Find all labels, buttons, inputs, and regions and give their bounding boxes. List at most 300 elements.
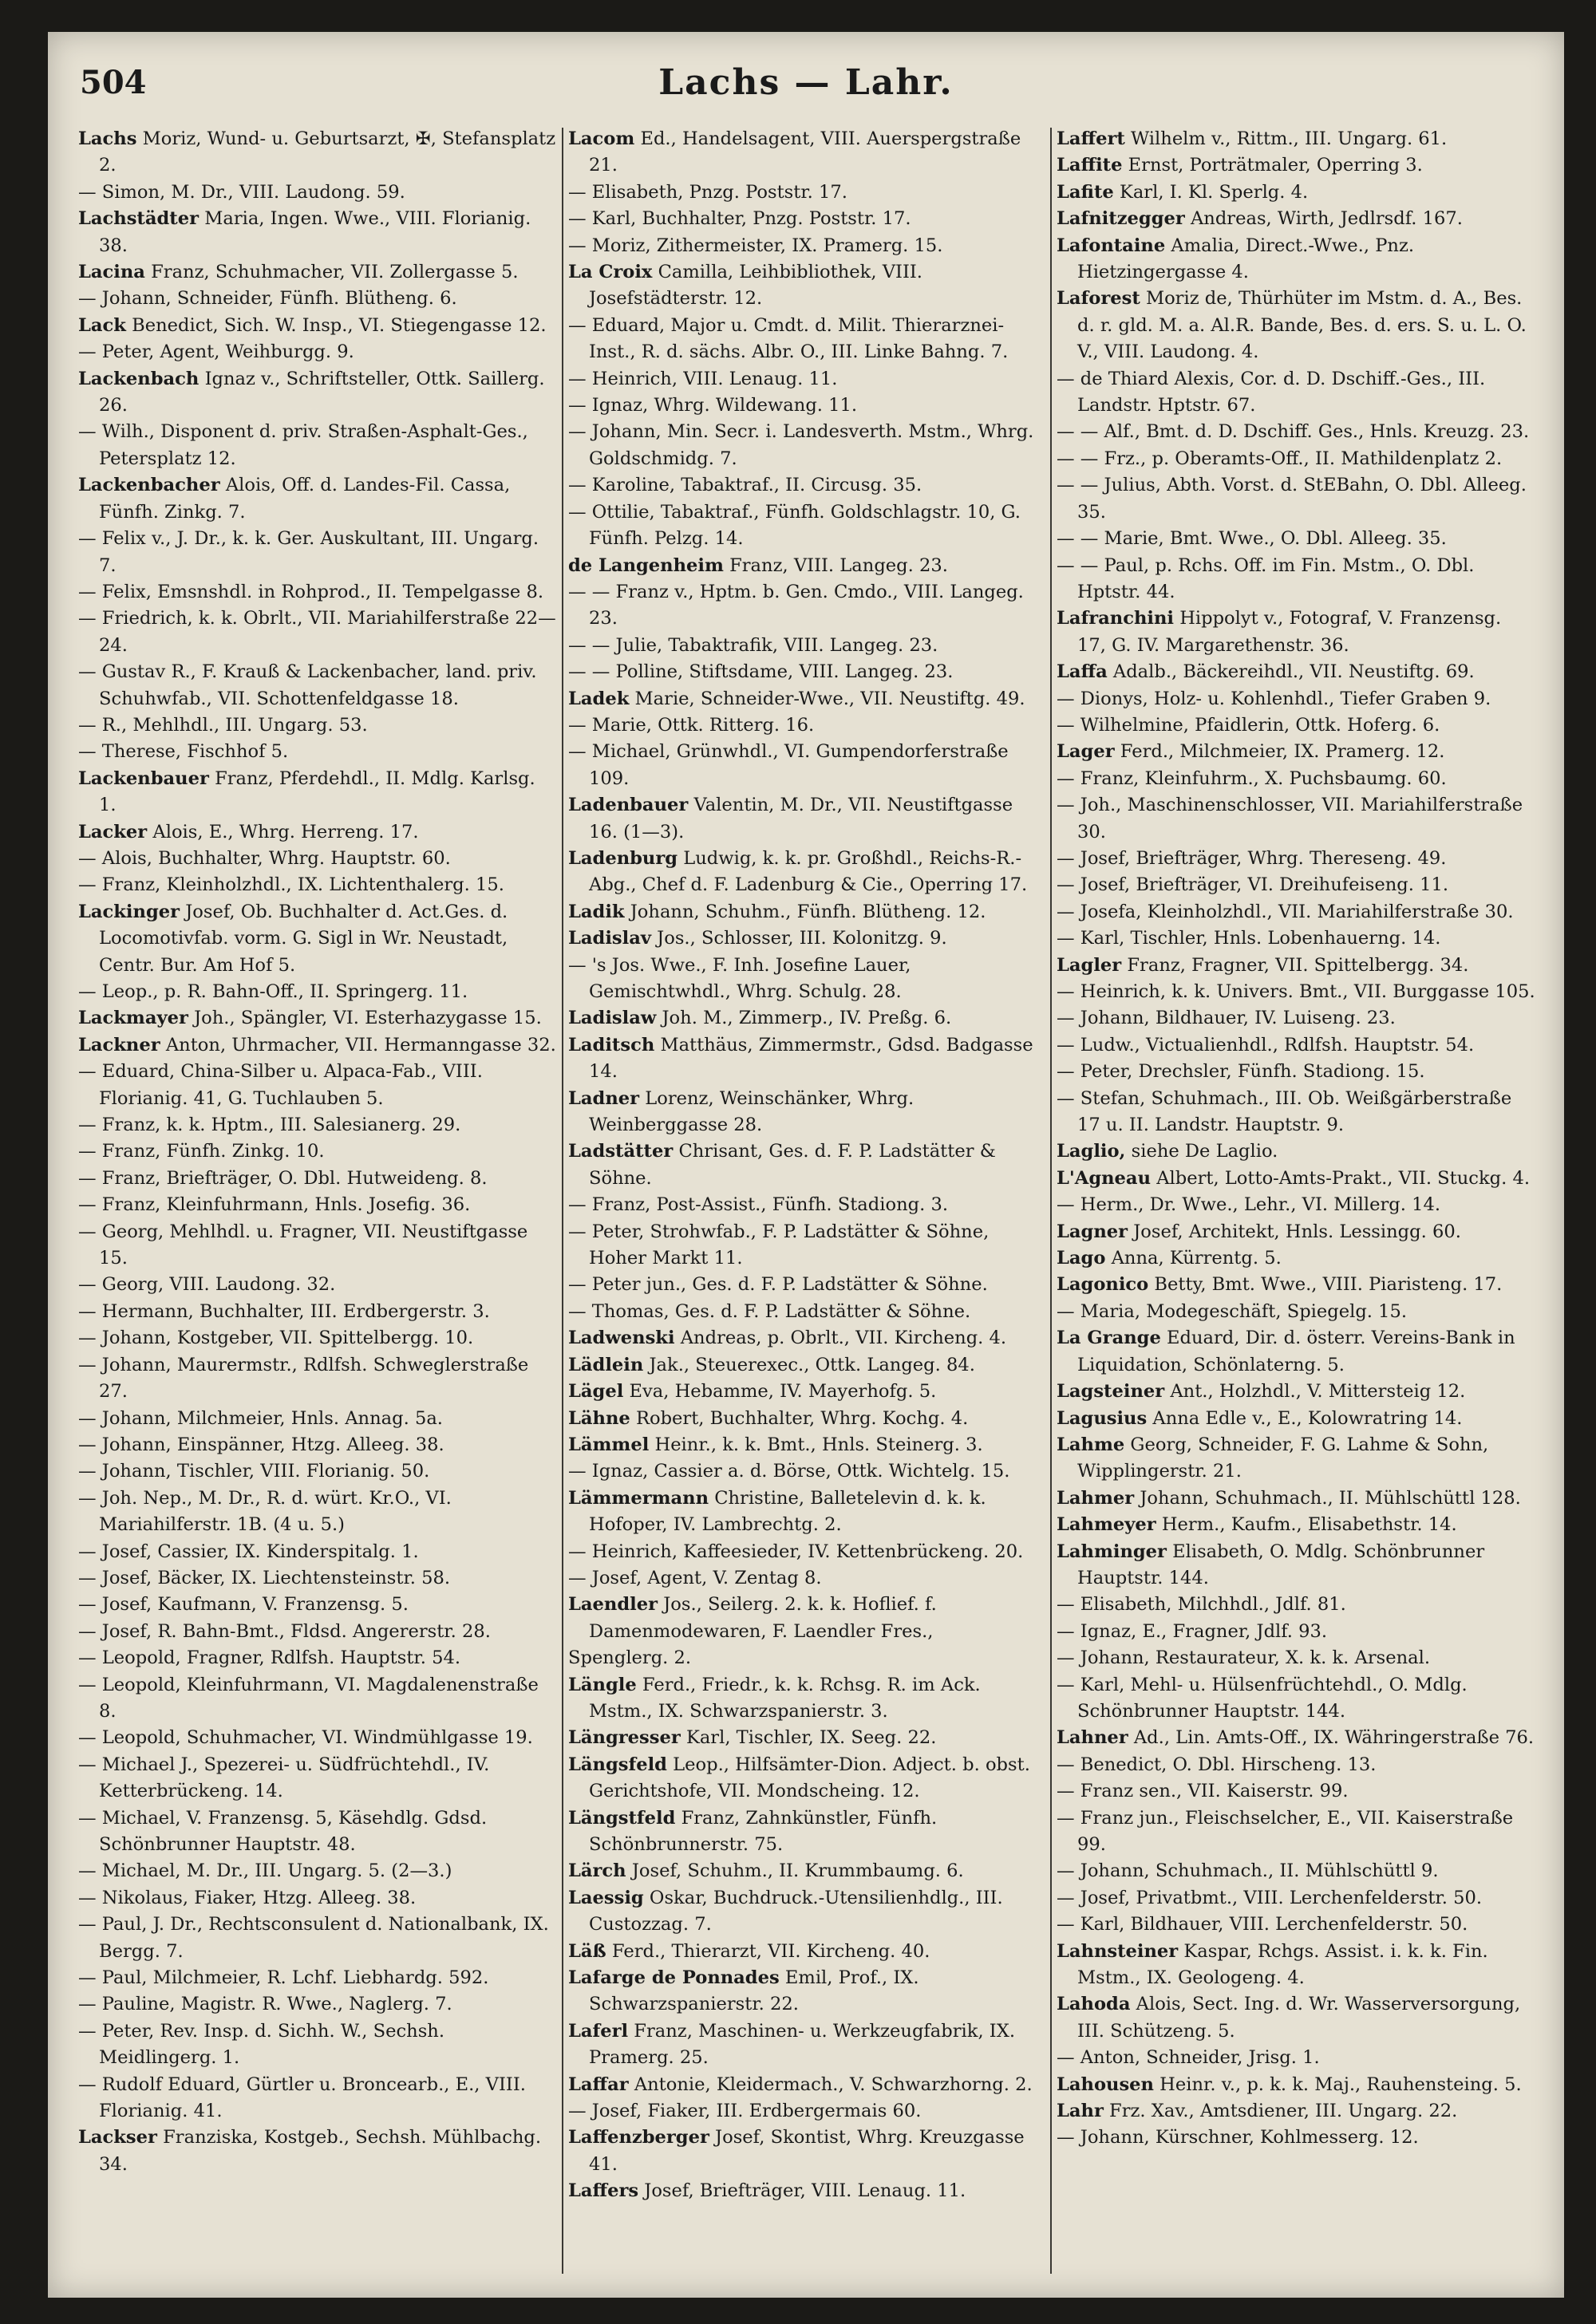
entry-details: — Joh., Maschinenschlosser, VII. Mariahilferstraße 30. xyxy=(1057,795,1523,842)
entry-details: — Georg, VIII. Laudong. 32. xyxy=(78,1274,336,1296)
entry-details: — Johann, Kostgeber, VII. Spittelbergg. 10. xyxy=(78,1328,474,1349)
directory-entry xyxy=(78,339,557,365)
directory-entry xyxy=(1057,446,1535,472)
entry-details: Frz. Xav., Amtsdiener, III. Ungarg. 22. xyxy=(1109,2101,1458,2122)
entry-details: — Eduard, China-Silber u. Alpaca-Fab., VIII. Florianig. 41, G. Tuchlauben 5. xyxy=(78,1061,483,1109)
directory-entry xyxy=(568,259,1047,313)
directory-entry xyxy=(1057,1245,1535,1272)
directory-entry xyxy=(1057,152,1535,179)
directory-entry xyxy=(78,1112,557,1138)
entry-details: — Karl, Bildhauer, VIII. Lerchenfelderstr. 50. xyxy=(1057,1914,1468,1935)
directory-entry xyxy=(568,206,1047,232)
entry-details: — Franz, Fünfh. Zinkg. 10. xyxy=(78,1141,325,1162)
entry-details: Robert, Buchhalter, Whrg. Kochg. 4. xyxy=(635,1407,969,1429)
entry-details: — Michael J., Spezerei- u. Südfrüchtehdl., IV. Ketterbrückeng. 14. xyxy=(78,1754,490,1802)
directory-entry xyxy=(1057,366,1535,420)
entry-details: — Eduard, Major u. Cmdt. d. Milit. Thierarznei-Inst., R. d. sächs. Albr. O., III. Linke Bahng. 7. xyxy=(568,314,1009,363)
entry-details: — Johann, Schneider, Fünfh. Blütheng. 6. xyxy=(78,288,457,310)
entry-details: — Dionys, Holz- u. Kohlenhdl., Tiefer Graben 9. xyxy=(1057,688,1491,709)
entry-details: Andreas, p. Obrlt., VII. Kircheng. 4. xyxy=(680,1328,1007,1349)
entry-surname: Lackenbach xyxy=(78,368,200,389)
entry-details: — Ludw., Victualienhdl., Rdlfsh. Hauptstr. 54. xyxy=(1057,1034,1475,1055)
directory-entry xyxy=(568,1272,1047,1298)
directory-entry xyxy=(78,366,557,420)
entry-details: — Elisabeth, Pnzg. Poststr. 17. xyxy=(568,181,847,203)
directory-entry xyxy=(1057,1912,1535,1938)
entry-details: — Josef, R. Bahn-Bmt., Fldsd. Angererstr. 28. xyxy=(78,1620,491,1642)
directory-entry xyxy=(78,1991,557,2018)
entry-details: — R., Mehlhdl., III. Ungarg. 53. xyxy=(78,714,368,736)
directory-entry xyxy=(568,499,1047,553)
entry-details: — Wilhelmine, Pfaidlerin, Ottk. Hoferg. 6. xyxy=(1057,714,1440,736)
directory-entry xyxy=(568,1299,1047,1325)
directory-entry xyxy=(568,2098,1047,2125)
entry-details: Herm., Kaufm., Elisabethstr. 14. xyxy=(1161,1514,1457,1536)
entry-surname: Lahoda xyxy=(1057,1994,1131,2015)
entry-details: — Herm., Dr. Wwe., Lehr., VI. Millerg. 14. xyxy=(1057,1194,1441,1216)
entry-details: Josef, Ob. Buchhalter d. Act.Ges. d. Locomotivfab. vorm. G. Sigl in Wr. Neustadt, Centr. Bur. Am Hof 5. xyxy=(99,901,508,976)
entry-details: Marie, Schneider-Wwe., VII. Neustiftg. 49. xyxy=(634,688,1025,709)
directory-entry xyxy=(1057,1325,1535,1379)
entry-details: Ludwig, k. k. pr. Großhdl., Reichs-R.-Abg., Chef d. F. Ladenburg & Cie., Operring 17. xyxy=(589,847,1028,896)
entry-details: Franz, Schuhmacher, VII. Zollergasse 5. xyxy=(151,262,519,283)
directory-entry xyxy=(568,1805,1047,1859)
directory-entry xyxy=(568,1086,1047,1139)
entry-details: Josef, Briefträger, VIII. Lenaug. 11. xyxy=(644,2180,966,2202)
directory-entry xyxy=(78,1325,557,1351)
directory-entry xyxy=(1057,1219,1535,1245)
directory-entry xyxy=(1057,686,1535,712)
entry-details: — Rudolf Eduard, Gürtler u. Broncearb., E., VIII. Florianig. 41. xyxy=(78,2073,526,2122)
entry-details: — Simon, M. Dr., VIII. Laudong. 59. xyxy=(78,181,405,203)
entry-details: Betty, Bmt. Wwe., VIII. Piaristeng. 17. xyxy=(1154,1274,1503,1296)
entry-details: — Franz, k. k. Hptm., III. Salesianerg. 29. xyxy=(78,1115,461,1136)
entry-surname: Lager xyxy=(1057,741,1115,763)
entry-details: — Felix, Emsnshdl. in Rohprod., II. Tempelgasse 8. xyxy=(78,581,544,602)
directory-entry xyxy=(568,1885,1047,1939)
directory-entry xyxy=(568,1325,1047,1351)
directory-entry xyxy=(568,1539,1047,1565)
entry-surname: Lahousen xyxy=(1057,2073,1154,2095)
directory-entry xyxy=(568,1379,1047,1405)
entry-details: — Michael, M. Dr., III. Ungarg. 5. (2—3.) xyxy=(78,1860,452,1882)
entry-surname: Lago xyxy=(1057,1248,1106,1269)
entry-surname: Lahmeyer xyxy=(1057,1514,1156,1536)
entry-surname: Lärch xyxy=(568,1860,626,1882)
entry-details: — Franz jun., Fleischselcher, E., VII. Kaiserstraße 99. xyxy=(1057,1807,1514,1855)
entry-surname: Lagler xyxy=(1057,954,1122,976)
entry-details: — Franz, Post-Assist., Fünfh. Stadiong. 3. xyxy=(568,1194,949,1216)
entry-details: — Johann, Tischler, VIII. Florianig. 50. xyxy=(78,1461,430,1482)
directory-entry xyxy=(78,419,557,472)
entry-surname: Laendler xyxy=(568,1594,658,1616)
entry-surname: Lahmer xyxy=(1057,1487,1135,1509)
entry-details: — Ignaz, Whrg. Wildewang. 11. xyxy=(568,395,858,416)
entry-details: — — Julius, Abth. Vorst. d. StEBahn, O. Dbl. Alleeg. 35. xyxy=(1057,475,1527,523)
directory-entry xyxy=(568,180,1047,206)
entry-surname: Lähne xyxy=(568,1407,630,1429)
directory-entry xyxy=(1057,1166,1535,1192)
directory-entry xyxy=(78,1352,557,1406)
directory-entry xyxy=(78,1458,557,1485)
directory-entry xyxy=(568,633,1047,659)
entry-details: — Anton, Schneider, Jrisg. 1. xyxy=(1057,2047,1320,2069)
entry-surname: Laessig xyxy=(568,1887,644,1908)
directory-entry xyxy=(568,126,1047,180)
entry-details: Heinr., k. k. Bmt., Hnls. Steinerg. 3. xyxy=(654,1434,983,1455)
directory-entry xyxy=(1057,2125,1535,2151)
directory-entry xyxy=(1057,712,1535,739)
column-divider xyxy=(1050,128,1052,2274)
entry-details: — Josef, Briefträger, VI. Dreihufeiseng. 11. xyxy=(1057,874,1449,896)
entry-details: Jos., Seilerg. 2. k. k. Hoflief. f. Damenmodewaren, F. Laendler Fres., xyxy=(589,1594,937,1642)
directory-entry xyxy=(1057,1645,1535,1671)
entry-details: Franziska, Kostgeb., Sechsh. Mühlbachg. 34. xyxy=(99,2127,542,2175)
directory-entry xyxy=(78,606,557,659)
entry-details: Hippolyt v., Fotograf, V. Franzensg. 17, G. IV. Margarethenstr. 36. xyxy=(1077,608,1502,656)
directory-entry xyxy=(568,1939,1047,1965)
directory-entry xyxy=(568,1565,1047,1592)
entry-details: Wilhelm v., Rittm., III. Ungarg. 61. xyxy=(1130,128,1448,149)
entry-details: — Friedrich, k. k. Obrlt., VII. Mariahilferstraße 22—24. xyxy=(78,608,556,656)
entry-details: — Peter, Rev. Insp. d. Sichh. W., Sechsh. Meidlingerg. 1. xyxy=(78,2020,445,2069)
entry-details: Josef, Schuhm., II. Krummbaumg. 6. xyxy=(631,1860,964,1882)
entry-details: Ant., Holzhdl., V. Mittersteig 12. xyxy=(1170,1381,1466,1403)
directory-entry xyxy=(78,472,557,526)
directory-entry xyxy=(78,1406,557,1432)
entry-details: — Michael, V. Franzensg. 5, Käsehdlg. Gdsd. Schönbrunner Hauptstr. 48. xyxy=(78,1807,488,1855)
entry-details: — — Franz v., Hptm. b. Gen. Cmdo., VIII. Langeg. 23. xyxy=(568,581,1024,629)
entry-details: Franz, Pferdehdl., II. Mdlg. Karlsg. 1. xyxy=(99,767,535,816)
entry-surname: Lackmayer xyxy=(78,1008,188,1029)
entry-surname: Ladner xyxy=(568,1087,640,1109)
directory-entry xyxy=(78,526,557,579)
directory-entry xyxy=(78,846,557,872)
directory-entry xyxy=(568,659,1047,685)
entry-details: — Nikolaus, Fiaker, Htzg. Alleeg. 38. xyxy=(78,1887,417,1908)
entry-details: — Franz, Kleinfuhrm., X. Puchsbaumg. 60. xyxy=(1057,767,1447,789)
directory-entry xyxy=(1057,1138,1535,1165)
entry-details: Lorenz, Weinschänker, Whrg. Weinberggasse 28. xyxy=(589,1087,915,1136)
entry-details: — Benedict, O. Dbl. Hirscheng. 13. xyxy=(1057,1754,1377,1775)
entry-details: — Johann, Min. Secr. i. Landesverth. Mstm., Whrg. Goldschmidg. 7. xyxy=(568,421,1034,469)
entry-details: — Heinrich, k. k. Univers. Bmt., VII. Burggasse 105. xyxy=(1057,981,1535,1002)
directory-entry xyxy=(78,766,557,819)
directory-entry xyxy=(568,1032,1047,1086)
entry-details: Ferd., Thierarzt, VII. Kircheng. 40. xyxy=(611,1940,930,1962)
entry-surname: Laditsch xyxy=(568,1034,655,1055)
directory-entry xyxy=(1057,1991,1535,2045)
directory-entry xyxy=(1057,1885,1535,1912)
entry-details: — Franz, Kleinholzhdl., IX. Lichtenthalerg. 15. xyxy=(78,874,504,896)
directory-entry xyxy=(568,1965,1047,2018)
entry-details: — — Julie, Tabaktrafik, VIII. Langeg. 23. xyxy=(568,634,938,656)
directory-entry xyxy=(1057,126,1535,152)
entry-details: — Johann, Bildhauer, IV. Luiseng. 23. xyxy=(1057,1008,1396,1029)
directory-entry xyxy=(78,872,557,898)
entry-details: — Wilh., Disponent d. priv. Straßen-Asphalt-Ges., Petersplatz 12. xyxy=(78,421,528,469)
entry-details: Alois, Sect. Ing. d. Wr. Wasserversorgung, III. Schützeng. 5. xyxy=(1077,1994,1521,2042)
directory-entry xyxy=(1057,606,1535,659)
directory-entry xyxy=(568,1192,1047,1218)
directory-entry xyxy=(568,2178,1047,2204)
entry-details: — Georg, Mehlhdl. u. Fragner, VII. Neustiftgasse 15. xyxy=(78,1221,528,1269)
entry-surname: Lagusius xyxy=(1057,1407,1148,1429)
directory-entry xyxy=(78,1858,557,1884)
directory-entry xyxy=(568,1406,1047,1432)
directory-entry xyxy=(568,579,1047,633)
entry-surname: Lachs xyxy=(78,128,137,149)
directory-entry xyxy=(1057,472,1535,526)
entry-surname: Lämmermann xyxy=(568,1487,709,1509)
entry-details: — Ottilie, Tabaktraf., Fünfh. Goldschlagstr. 10, G. Fünfh. Pelzg. 14. xyxy=(568,501,1021,550)
directory-entry xyxy=(1057,1725,1535,1751)
entry-details: — Johann, Maurermstr., Rdlfsh. Schweglerstraße 27. xyxy=(78,1354,529,1403)
directory-entry xyxy=(568,1672,1047,1726)
entry-surname: Längresser xyxy=(568,1727,681,1749)
entry-details: — Johann, Einspänner, Htzg. Alleeg. 38. xyxy=(78,1434,444,1455)
entry-details: Josef, Skontist, Whrg. Kreuzgasse 41. xyxy=(589,2127,1025,2175)
directory-entry xyxy=(568,1219,1047,1272)
entry-surname: Lachstädter xyxy=(78,208,200,230)
entry-details: — Franz, Briefträger, O. Dbl. Hutweideng. 8. xyxy=(78,1167,488,1189)
directory-entry xyxy=(78,286,557,312)
entry-details: siehe De Laglio. xyxy=(1131,1141,1278,1162)
entry-surname: Ladek xyxy=(568,688,630,709)
entry-details: — Josef, Kaufmann, V. Franzensg. 5. xyxy=(78,1594,409,1616)
entry-surname: Lämmel xyxy=(568,1434,650,1455)
directory-entry xyxy=(568,1592,1047,1645)
entry-surname: Lahner xyxy=(1057,1727,1128,1749)
directory-entry xyxy=(1057,526,1535,552)
directory-entry xyxy=(1057,979,1535,1005)
entry-details: Franz, Zahnkünstler, Fünfh. Schönbrunnerstr. 75. xyxy=(589,1807,938,1855)
directory-entry xyxy=(78,1672,557,1726)
directory-entry xyxy=(78,1619,557,1645)
directory-entry xyxy=(568,1486,1047,1539)
directory-entry xyxy=(1057,1086,1535,1139)
directory-entry xyxy=(78,712,557,739)
entry-surname: Laffert xyxy=(1057,128,1125,149)
entry-surname: Lahr xyxy=(1057,2101,1104,2122)
directory-entry xyxy=(78,1592,557,1618)
entry-details: Franz, VIII. Langeg. 23. xyxy=(729,554,948,576)
entry-details: Camilla, Leihbibliothek, VIII. Josefstädterstr. 12. xyxy=(589,262,922,310)
entry-details: — — Polline, Stiftsdame, VIII. Langeg. 23. xyxy=(568,661,954,683)
entry-details: — — Marie, Bmt. Wwe., O. Dbl. Alleeg. 35. xyxy=(1057,528,1447,550)
directory-entry xyxy=(568,712,1047,739)
directory-entry xyxy=(1057,2045,1535,2071)
entry-details: Elisabeth, O. Mdlg. Schönbrunner Hauptstr. 144. xyxy=(1077,1541,1485,1588)
column-divider xyxy=(562,128,563,2274)
directory-entry xyxy=(568,313,1047,366)
entry-details: Eduard, Dir. d. österr. Vereins-Bank in Liquidation, Schönlaterng. 5. xyxy=(1077,1328,1515,1375)
entry-details: — Karl, Tischler, Hnls. Lobenhauerng. 14. xyxy=(1057,928,1441,949)
directory-entry xyxy=(78,1752,557,1805)
entry-surname: Lafontaine xyxy=(1057,235,1166,256)
entry-surname: Lack xyxy=(78,314,126,336)
entry-details: — Karl, Buchhalter, Pnzg. Poststr. 17. xyxy=(568,208,911,230)
directory-entry xyxy=(568,553,1047,579)
entry-details: Joh. M., Zimmerp., IV. Preßg. 6. xyxy=(662,1008,952,1029)
directory-entry xyxy=(568,366,1047,393)
entry-details: Ignaz v., Schriftsteller, Ottk. Saillerg. 26. xyxy=(99,368,545,416)
entry-details: — — Alf., Bmt. d. D. Dschiff. Ges., Hnls. Kreuzg. 23. xyxy=(1057,421,1530,443)
entry-details: — Ignaz, E., Fragner, Jdlf. 93. xyxy=(1057,1620,1328,1642)
directory-entry xyxy=(1057,1032,1535,1059)
directory-entry xyxy=(1057,1672,1535,1726)
directory-entry xyxy=(78,1565,557,1592)
entry-details: — Paul, J. Dr., Rechtsconsulent d. Nationalbank, IX. Bergg. 7. xyxy=(78,1914,549,1962)
entry-details: Moriz de, Thürhüter im Mstm. d. A., Bes. d. r. gld. M. a. Al.R. Bande, Bes. d. ers. S. u. L. O. V., VIII. Laudong. 4. xyxy=(1077,288,1527,363)
directory-entry xyxy=(1057,1192,1535,1218)
entry-details: — Ignaz, Cassier a. d. Börse, Ottk. Wichtelg. 15. xyxy=(568,1461,1010,1482)
directory-entry xyxy=(78,259,557,286)
directory-entry xyxy=(568,1858,1047,1884)
directory-entry xyxy=(1057,2098,1535,2125)
directory-entry xyxy=(568,472,1047,499)
entry-details: Jos., Schlosser, III. Kolonitzg. 9. xyxy=(657,928,947,949)
entry-surname: Lafnitzegger xyxy=(1057,208,1185,230)
directory-entry xyxy=(1057,953,1535,979)
page-header xyxy=(80,56,1532,120)
directory-entry xyxy=(1057,1432,1535,1486)
entry-details: — Josef, Agent, V. Zentag 8. xyxy=(568,1567,822,1588)
directory-entry xyxy=(78,2072,557,2125)
entry-surname: Lacina xyxy=(78,262,145,283)
entry-surname: Laffers xyxy=(568,2180,639,2202)
page-title: Lachs — Lahr. xyxy=(658,62,954,103)
entry-surname: Lagsteiner xyxy=(1057,1381,1165,1403)
entry-details: — Heinrich, Kaffeesieder, IV. Kettenbrückeng. 20. xyxy=(568,1541,1024,1562)
directory-entry xyxy=(78,1912,557,1965)
entry-details: — Johann, Schuhmach., II. Mühlschüttl 9. xyxy=(1057,1860,1439,1882)
entry-details: — Thomas, Ges. d. F. P. Ladstätter & Söhne. xyxy=(568,1300,971,1322)
entry-surname: Lägel xyxy=(568,1381,624,1403)
entry-surname: Laffa xyxy=(1057,661,1108,683)
entry-details: Antonie, Kleidermach., V. Schwarzhorng. 2. xyxy=(634,2073,1033,2095)
entry-surname: Lackenbacher xyxy=(78,475,220,496)
directory-entry xyxy=(78,180,557,206)
entry-surname: Ladislav xyxy=(568,928,651,949)
entry-details: — Peter jun., Ges. d. F. P. Ladstätter & Söhne. xyxy=(568,1274,988,1296)
directory-entry xyxy=(568,1432,1047,1458)
entry-surname: Ladenbauer xyxy=(568,795,689,816)
entry-details: Jak., Steuerexec., Ottk. Langeg. 84. xyxy=(649,1354,975,1375)
entry-details: — Alois, Buchhalter, Whrg. Hauptstr. 60. xyxy=(78,847,451,869)
directory-entry xyxy=(1057,286,1535,365)
entry-details: — — Paul, p. Rchs. Off. im Fin. Mstm., O. Dbl. Hptstr. 44. xyxy=(1057,554,1475,602)
entry-details: — Peter, Agent, Weihburgg. 9. xyxy=(78,341,354,363)
directory-column-2 xyxy=(568,126,1047,2272)
entry-details: Amalia, Direct.-Wwe., Pnz. Hietzingergasse 4. xyxy=(1077,235,1415,283)
entry-surname: L'Agneau xyxy=(1057,1167,1151,1189)
entry-details: Ferd., Milchmeier, IX. Pramerg. 12. xyxy=(1120,741,1445,763)
entry-surname: Ladwenski xyxy=(568,1328,675,1349)
entry-details: Albert, Lotto-Amts-Prakt., VII. Stuckg. 4. xyxy=(1156,1167,1531,1189)
directory-entry xyxy=(78,313,557,339)
entry-details: — Moriz, Zithermeister, IX. Pramerg. 15. xyxy=(568,235,943,256)
entry-details: Valentin, M. Dr., VII. Neustiftgasse 16. (1—3). xyxy=(589,795,1013,842)
directory-entry xyxy=(1057,1272,1535,1298)
directory-entry xyxy=(1057,2072,1535,2098)
entry-details: — Johann, Milchmeier, Hnls. Annag. 5a. xyxy=(78,1407,443,1429)
entry-details: Moriz, Wund- u. Geburtsarzt, ✠, Stefansplatz 2. xyxy=(99,128,556,176)
entry-surname: Ladislaw xyxy=(568,1008,657,1029)
directory-entry xyxy=(78,659,557,712)
entry-details: Kaspar, Rchgs. Assist. i. k. k. Fin. Mstm., IX. Geologeng. 4. xyxy=(1077,1940,1488,1989)
directory-entry xyxy=(568,953,1047,1006)
entry-details: Christine, Balletelevin d. k. k. Hofoper, IV. Lambrechtg. 2. xyxy=(589,1487,986,1536)
entry-details: Benedict, Sich. W. Insp., VI. Stiegengasse 12. xyxy=(132,314,547,336)
entry-surname: Lackner xyxy=(78,1034,160,1055)
entry-details: Adalb., Bäckereihdl., VII. Neustiftg. 69. xyxy=(1112,661,1475,683)
entry-details: Josef, Architekt, Hnls. Lessingg. 60. xyxy=(1133,1221,1461,1242)
entry-surname: Lacom xyxy=(568,128,635,149)
directory-entry xyxy=(78,1432,557,1458)
entry-details: — Franz sen., VII. Kaiserstr. 99. xyxy=(1057,1781,1349,1802)
directory-entry xyxy=(1057,553,1535,606)
directory-entry xyxy=(568,899,1047,925)
directory-entry xyxy=(568,1645,1047,1671)
directory-entry xyxy=(568,1005,1047,1032)
entry-details: Alois, Off. d. Landes-Fil. Cassa, Fünfh. Zinkg. 7. xyxy=(99,475,511,523)
entry-details: — Stefan, Schuhmach., III. Ob. Weißgärberstraße 17 u. II. Landstr. Hauptstr. 9. xyxy=(1057,1087,1512,1136)
entry-details: Joh., Spängler, VI. Esterhazygasse 15. xyxy=(194,1008,542,1029)
directory-entry xyxy=(78,1805,557,1859)
entry-details: Heinr. v., p. k. k. Maj., Rauhensteing. 5. xyxy=(1159,2073,1522,2095)
directory-entry xyxy=(1057,792,1535,846)
directory-entry xyxy=(1057,233,1535,286)
directory-entry xyxy=(1057,846,1535,872)
entry-details: — Franz, Kleinfuhrmann, Hnls. Josefig. 36. xyxy=(78,1194,471,1216)
directory-entry xyxy=(568,1138,1047,1192)
entry-details: — Josef, Privatbmt., VIII. Lerchenfelderstr. 50. xyxy=(1057,1887,1483,1908)
entry-surname: Lahme xyxy=(1057,1434,1125,1455)
entry-surname: Lagonico xyxy=(1057,1274,1149,1296)
directory-entry xyxy=(1057,1858,1535,1884)
entry-details: Anna, Kürrentg. 5. xyxy=(1111,1248,1282,1269)
entry-surname: Laglio, xyxy=(1057,1141,1126,1162)
directory-entry xyxy=(78,1166,557,1192)
entry-details: Anna Edle v., E., Kolowratring 14. xyxy=(1152,1407,1463,1429)
entry-surname: Längsfeld xyxy=(568,1754,667,1775)
entry-details: Franz, Fragner, VII. Spittelbergg. 34. xyxy=(1127,954,1469,976)
entry-details: Andreas, Wirth, Jedlrsdf. 167. xyxy=(1190,208,1463,230)
entry-details: Chrisant, Ges. d. F. P. Ladstätter & Söhne. xyxy=(589,1141,996,1189)
entry-surname: Laferl xyxy=(568,2020,629,2042)
entry-details: — Karl, Mehl- u. Hülsenfrüchtehdl., O. Mdlg. Schönbrunner Hauptstr. 144. xyxy=(1057,1674,1468,1722)
directory-entry xyxy=(78,2018,557,2072)
directory-entry xyxy=(78,579,557,606)
directory-entry xyxy=(78,1138,557,1165)
directory-entry xyxy=(78,2125,557,2178)
entry-surname: de Langenheim xyxy=(568,554,724,576)
entry-details: — de Thiard Alexis, Cor. d. D. Dschiff.-Ges., III. Landstr. Hptstr. 67. xyxy=(1057,368,1486,416)
entry-details: — Peter, Drechsler, Fünfh. Stadiong. 15. xyxy=(1057,1061,1425,1083)
entry-surname: Lacker xyxy=(78,821,148,842)
entry-details: Spenglerg. 2. xyxy=(568,1647,692,1669)
directory-entry xyxy=(78,979,557,1005)
directory-entry xyxy=(568,2125,1047,2178)
entry-surname: Längstfeld xyxy=(568,1807,676,1829)
entry-details: — Paul, Milchmeier, R. Lchf. Liebhardg. 592. xyxy=(78,1967,489,1989)
directory-entry xyxy=(568,925,1047,952)
entry-details: Alois, E., Whrg. Herreng. 17. xyxy=(152,821,419,842)
directory-entry xyxy=(1057,419,1535,445)
directory-entry xyxy=(1057,1059,1535,1085)
directory-entry xyxy=(568,233,1047,259)
